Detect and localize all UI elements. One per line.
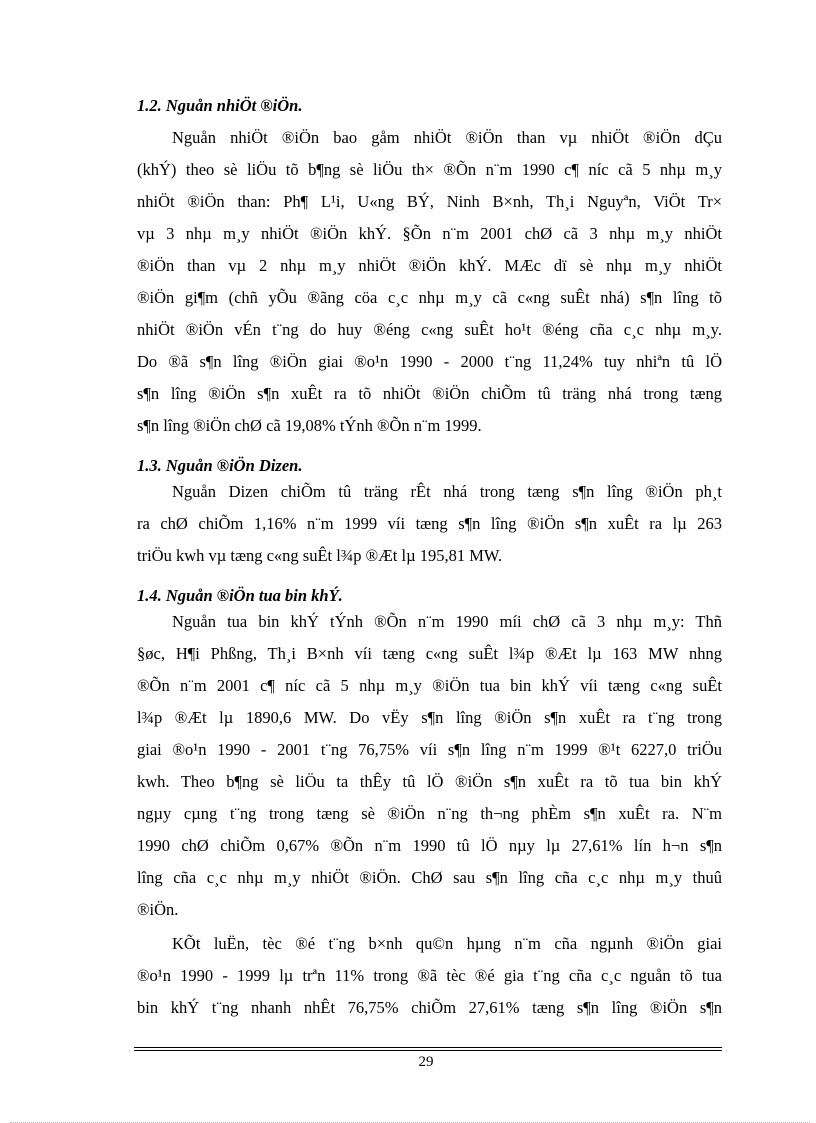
paragraph-line: ra chØ chiÕm 1,16% n¨m 1999 víi tæng s¶n lîng ®iÖn s¶n xuÊt ra lµ 263 (137, 514, 722, 533)
paragraph-line: ®o¹n 1990 - 1999 lµ trªn 11% trong ®ã tèc ®é gia t¨ng cña c¸c nguån tõ tua (137, 966, 722, 985)
section-heading-1-4: 1.4. Nguån ®iÖn tua bin khÝ. (137, 586, 343, 605)
paragraph-line: triÖu kwh vµ tæng c«ng suÊt l¾p ®Æt lµ 195,81 MW. (137, 546, 503, 565)
paragraph-line: kwh. Theo b¶ng sè liÖu ta thÊy tû lÖ ®iÖn s¶n xuÊt ra tõ tua bin khÝ (137, 772, 722, 791)
paragraph-line: l¾p ®Æt lµ 1890,6 MW. Do vËy s¶n lîng ®iÖn s¶n xuÊt ra t¨ng trong (137, 708, 722, 727)
paragraph-line: Nguån Dizen chiÕm tû träng rÊt nhá trong tæng s¶n lîng ®iÖn ph¸t (172, 482, 722, 501)
paragraph-line: nhiÖt ®iÖn than: Ph¶ L¹i, U«ng BÝ, Ninh B×nh, Th¸i Nguyªn, ViÖt Tr× (137, 192, 722, 211)
paragraph-line: lîng cña c¸c nhµ m¸y nhiÖt ®iÖn. ChØ sau s¶n lîng cña c¸c nhµ m¸y thuû (137, 868, 722, 887)
paragraph-line: (khÝ) theo sè liÖu tõ b¶ng sè liÖu th× ®Õn n¨m 1990 c¶ níc cã 5 nhµ m¸y (137, 160, 722, 179)
paragraph-line: s¶n lîng ®iÖn chØ cã 19,08% tÝnh ®Õn n¨m 1999. (137, 416, 482, 435)
paragraph-line: §øc, H¶i Phßng, Th¸i B×nh víi tæng c«ng suÊt l¾p ®Æt lµ 163 MW nhng (137, 644, 722, 663)
section-heading-1-3: 1.3. Nguån ®iÖn Dizen. (137, 456, 303, 475)
paragraph-line: 1990 chØ chiÕm 0,67% ®Õn n¨m 1990 tû lÖ nµy lµ 27,61% lín h¬n s¶n (137, 836, 722, 855)
footer-rule (134, 1050, 722, 1051)
section-heading-1-2: 1.2. Nguån nhiÖt ®iÖn. (137, 96, 303, 115)
paragraph-line: Do ®ã s¶n lîng ®iÖn giai ®o¹n 1990 - 2000 t¨ng 11,24% tuy nhiªn tû lÖ (137, 352, 722, 371)
paragraph-line: ®iÖn. (137, 900, 179, 919)
paragraph-line: giai ®o¹n 1990 - 2001 t¨ng 76,75% víi s¶n lîng n¨m 1999 ®¹t 6227,0 triÖu (137, 740, 722, 759)
paragraph-line: ®Õn n¨m 2001 c¶ níc cã 5 nhµ m¸y ®iÖn tua bin khÝ víi tæng c«ng suÊt (137, 676, 722, 695)
paragraph-line: bin khÝ t¨ng nhanh nhÊt 76,75% chiÕm 27,61% tæng s¶n lîng ®iÖn s¶n (137, 998, 722, 1017)
paragraph-line: Nguån tua bin khÝ tÝnh ®Õn n¨m 1990 míi chØ cã 3 nhµ m¸y: Thñ (172, 612, 722, 631)
page-number: 29 (418, 1054, 434, 1070)
paragraph-line: ngµy cµng t¨ng trong tæng sè ®iÖn n¨ng th¬ng phÈm s¶n xuÊt ra. N¨m (137, 804, 722, 823)
footer-rule (134, 1047, 722, 1048)
paragraph-line: nhiÖt ®iÖn vÉn t¨ng do huy ®éng c«ng suÊt ho¹t ®éng cña c¸c nhµ m¸y. (137, 320, 722, 339)
paragraph-line: Nguån nhiÖt ®iÖn bao gåm nhiÖt ®iÖn than vµ nhiÖt ®iÖn dÇu (172, 128, 722, 147)
paragraph-line: KÕt luËn, tèc ®é t¨ng b×nh qu©n hµng n¨m cña ngµnh ®iÖn giai (172, 934, 722, 953)
paragraph-line: vµ 3 nhµ m¸y nhiÖt ®iÖn khÝ. §Õn n¨m 2001 chØ cã 3 nhµ m¸y nhiÖt (137, 224, 722, 243)
paragraph-line: ®iÖn than vµ 2 nhµ m¸y nhiÖt ®iÖn khÝ. MÆc dï sè nhµ m¸y nhiÖt (137, 256, 722, 275)
paragraph-line: s¶n lîng ®iÖn s¶n xuÊt ra tõ nhiÖt ®iÖn chiÕm tû träng nhá trong tæng (137, 384, 722, 403)
paragraph-line: ®iÖn gi¶m (chñ yÕu ®ãng cöa c¸c nhµ m¸y cã c«ng suÊt nhá) s¶n lîng tõ (137, 288, 722, 307)
